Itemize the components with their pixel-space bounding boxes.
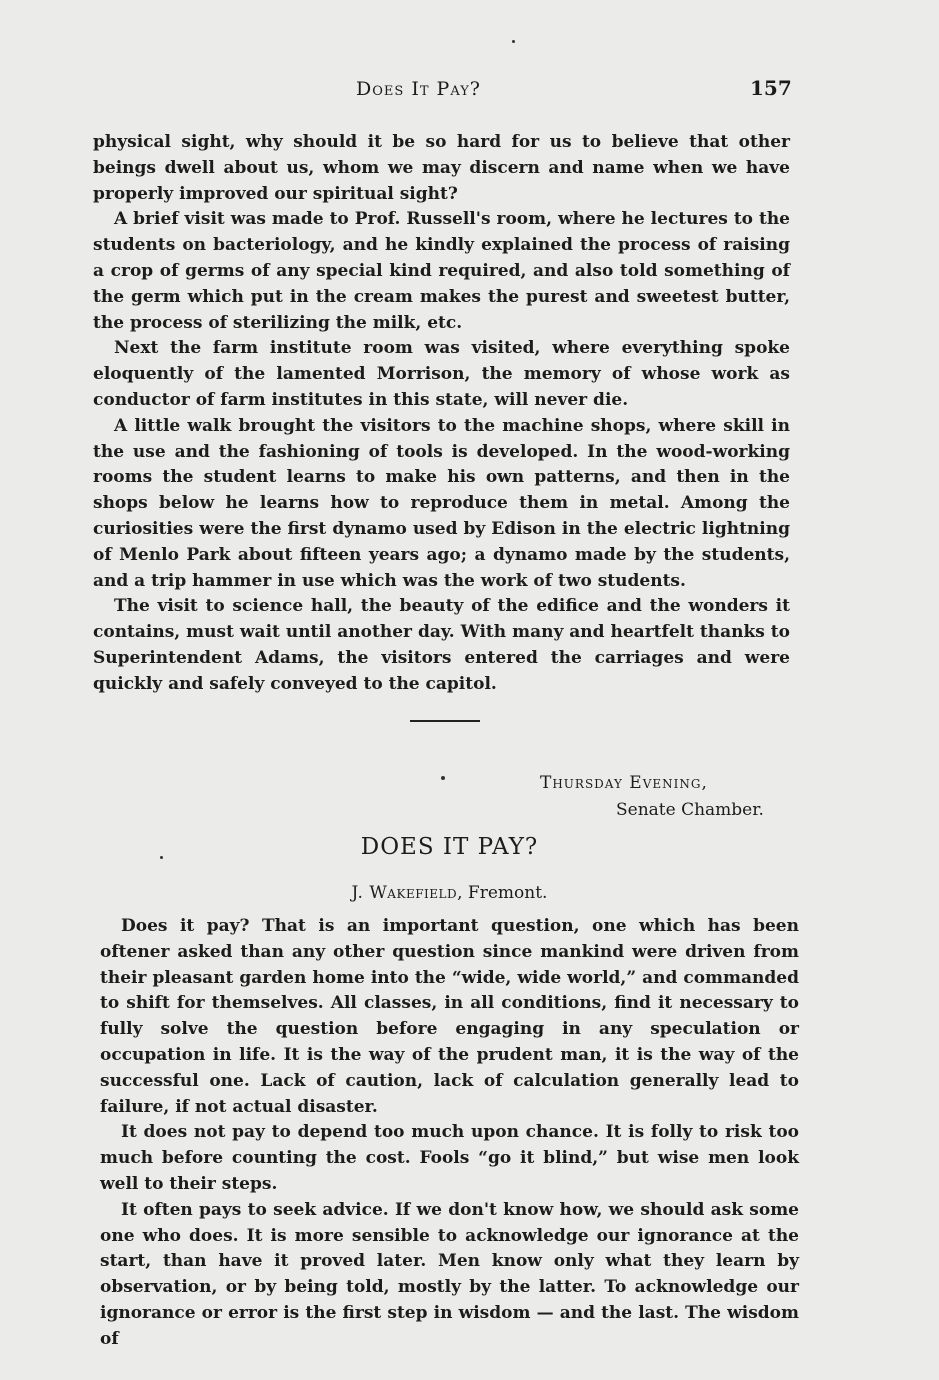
paragraph: It often pays to seek advice. If we don't know how, we should ask some one who does. It is more sensible to acknowledge our ignorance at the start, than have it proved later. Men know only what they learn by observation, or by being told, mostly by the latter. To acknowledge our ignorance or error is the first step in wisdom — and the last. The wisdom of <box>100 1199 799 1349</box>
dateline-day: Thursday Evening, <box>540 773 708 793</box>
byline <box>0 883 899 903</box>
paragraph: It does not pay to depend too much upon chance. It is folly to risk too much before counting the cost. Fools “go it blind,” but wise men look well to their steps. <box>100 1122 799 1194</box>
paragraph: Next the farm institute room was visited, where everything spoke eloquently of the lamented Morrison, the memory of whose work as conductor of farm institutes in this state, will never die. <box>93 338 790 410</box>
continuation-text <box>93 130 790 698</box>
section-divider <box>410 720 480 722</box>
print-speck <box>441 776 445 780</box>
running-header <box>0 76 939 106</box>
paragraph: A little walk brought the visitors to the machine shops, where skill in the use and the fashioning of tools is developed. In the wood-working rooms the student learns to make his own patterns, and then in the shops below he learns how to reproduce them in metal. Among the curiosities were the first dynamo used by Edison in the electric lightning of Menlo Park about fifteen years ago; a dynamo made by the students, and a trip hammer in use which was the work of two students. <box>93 415 790 591</box>
dateline-place: Senate Chamber. <box>616 800 764 820</box>
dateline <box>540 770 764 824</box>
paragraph: Does it pay? That is an important question, one which has been oftener asked than any other question since mankind were driven from their pleasant garden home into the “wide, wide world,” and commanded to shift for themselves. All classes, in all conditions, find it necessary to fully solve the question before engaging in any speculation or occupation in life. It is the way of the prudent man, it is the way of the successful one. Lack of caution, lack of calculation generally lead to failure, if not actual disaster. <box>100 916 799 1117</box>
paragraph: physical sight, why should it be so hard for us to believe that other beings dwell about us, whom we may discern and name when we have properly improved our spiritual sight? <box>93 132 790 204</box>
author-location: , Fremont. <box>457 883 548 903</box>
paragraph: The visit to science hall, the beauty of the edifice and the wonders it contains, must wait until another day. With many and heartfelt thanks to Superintendent Adams, the visitors entered the carriages and were quickly and safely conveyed to the capitol. <box>93 596 790 694</box>
page-number: 157 <box>750 76 792 100</box>
article-title: DOES IT PAY? <box>360 834 539 860</box>
article-body <box>100 914 799 1353</box>
running-title: Does It Pay? <box>356 78 481 100</box>
paragraph: A brief visit was made to Prof. Russell's room, where he lectures to the students on bacteriology, and he kindly explained the process of raising a crop of germs of any special kind required, and also told something of the germ which put in the cream makes the purest and sweetest butter, the process of sterilizing the milk, etc. <box>93 209 790 333</box>
author-name: J. Wakefield <box>351 883 458 903</box>
print-speck <box>512 40 515 43</box>
